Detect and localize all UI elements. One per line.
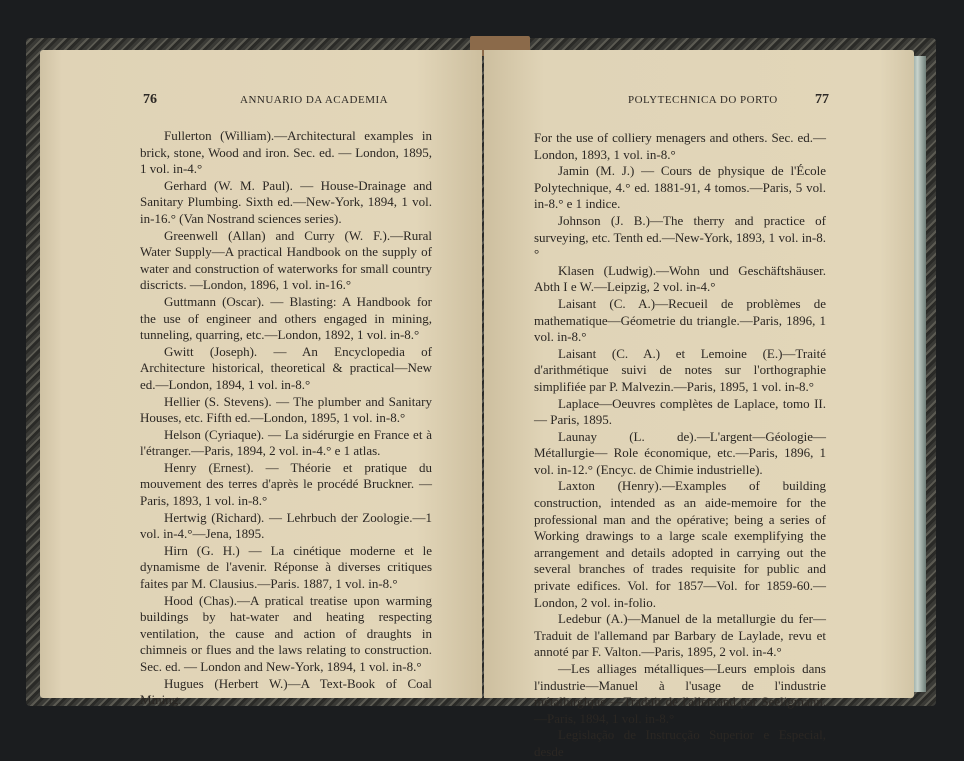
entry: Greenwell (Allan) and Curry (W. F.).—Rural Water Supply—A practical Handbook on the supply of water and construction of waterworks for small country discricts. —London, 1896, 1 vol. in-16.° <box>140 227 432 293</box>
page-edges <box>912 56 926 692</box>
entry: Laisant (C. A.)—Recueil de problèmes de mathematique—Géometrie du triangle.—Paris, 1896, 1 vol. in-8.° <box>534 295 826 345</box>
entry: Hugues (Herbert W.)—A Text-Book of Coal Mining. <box>140 675 432 708</box>
entry: Hellier (S. Stevens). — The plumber and Sanitary Houses, etc. Fifth ed.—London, 1895, 1 vol. in-8.° <box>140 393 432 426</box>
entry: Laxton (Henry).—Examples of building construction, intended as an aide-memoire for the professional man and the opérative; being a series of Working drawings to a large scale exemplifying the arrangement and details adopted in carrying out the several branches of trades requisite for public and private edifices. Vol. for 1857—Vol. for 1859-60.—London, 2 vol. in-folio. <box>534 478 826 610</box>
left-page-body <box>140 128 432 709</box>
entry: Henry (Ernest). — Théorie et pratique du mouvement des terres d'après le procédé Bruckner. — Paris, 1893, 1 vol. in-8.° <box>140 459 432 509</box>
entry: Hirn (G. H.) — La cinétique moderne et le dynamisme de l'avenir. Réponse à diverses critiques faites par M. Clausius.—Paris. 1887, 1 vol. in-8.° <box>140 542 432 592</box>
entry: Hertwig (Richard). — Lehrbuch der Zoologie.—1 vol. in-4.°—Jena, 1895. <box>140 509 432 542</box>
entry: Johnson (J. B.)—The therry and practice of surveying, etc. Tenth ed.—New-York, 1893, 1 vol. in-8.° <box>534 212 826 262</box>
entry: Jamin (M. J.) — Cours de physique de l'École Polytechnique, 4.° ed. 1881-91, 4 tomos.—Paris, 5 vol. in-8.° e 1 indice. <box>534 163 826 212</box>
entry: Fullerton (William).—Architectural examples in brick, stone, Wood and iron. Sec. ed. — London, 1895, 1 vol. in-4.° <box>140 128 432 177</box>
entry: Legislação de Instrucção Superior e Especial, desde <box>534 727 826 759</box>
entry: Launay (L. de).—L'argent—Géologie—Métallurgie— Role économique, etc.—Paris, 1896, 1 vol. in-12.° (Encyc. de Chimie industrielle). <box>534 428 826 477</box>
entry: Ledebur (A.)—Manuel de la metallurgie du fer— Traduit de l'allemand par Barbary de Laylade, revu et annoté par F. Valton.—Paris, 1895, 2 vol. in-4.° <box>534 611 826 660</box>
entry: Gwitt (Joseph). — An Encyclopedia of Architecture historical, theoretical & practical—New ed.—London, 1894, 1 vol. in-8.° <box>140 343 432 392</box>
entry: Helson (Cyriaque). — La sidérurgie en France et à l'étranger.—Paris, 1894, 2 vol. in-4.° e 1 atlas. <box>140 426 432 459</box>
entry: Klasen (Ludwig).—Wohn und Geschäftshäuser. Abth I e W.—Leipzig, 2 vol. in-4.° <box>534 262 826 295</box>
right-page-number: 77 <box>815 92 829 107</box>
entry: Hood (Chas).—A pratical treatise upon warming buildings by hat-water and heating respecting ventilation, the cause and action of draughts in chimneis or flues and the laws relating to construction. Sec. ed. — London and New-York, 1894, 1 vol. in-8.° <box>140 592 432 674</box>
entry: Gerhard (W. M. Paul). — House-Drainage and Sanitary Plumbing. Sixth ed.—New-York, 1894, 1 vol. in-16.° (Van Nostrand sciences series). <box>140 177 432 226</box>
entry: Laisant (C. A.) et Lemoine (E.)—Traité d'arithmétique suivi de notes sur l'orthographie simplifiée par P. Malvezin.—Paris, 1895, 1 vol. in-8.° <box>534 345 826 394</box>
left-page-header: ANNUARIO DA ACADEMIA <box>240 94 389 106</box>
entry: —Les alliages métalliques—Leurs emplois dans l'industrie—Manuel à l'usage de l'industrie métallurgique —Traduit de l'allemand par Seeligmann.—Paris, 1894, 1 vol. in-8.° <box>534 661 826 726</box>
entry: Laplace—Oeuvres complètes de Laplace, tomo II.— Paris, 1895. <box>534 395 826 428</box>
right-page-body <box>534 130 826 761</box>
entry: Guttmann (Oscar). — Blasting: A Handbook for the use of engineer and others engaged in mining, tunneling, quarring, etc.—London, 1892, 1 vol. in-8.° <box>140 293 432 343</box>
right-page-header: POLYTECHNICA DO PORTO <box>628 94 778 106</box>
left-page-number: 76 <box>143 92 157 107</box>
entry: For the use of colliery menagers and others. Sec. ed.— London, 1893, 1 vol. in-8.° <box>534 130 826 162</box>
